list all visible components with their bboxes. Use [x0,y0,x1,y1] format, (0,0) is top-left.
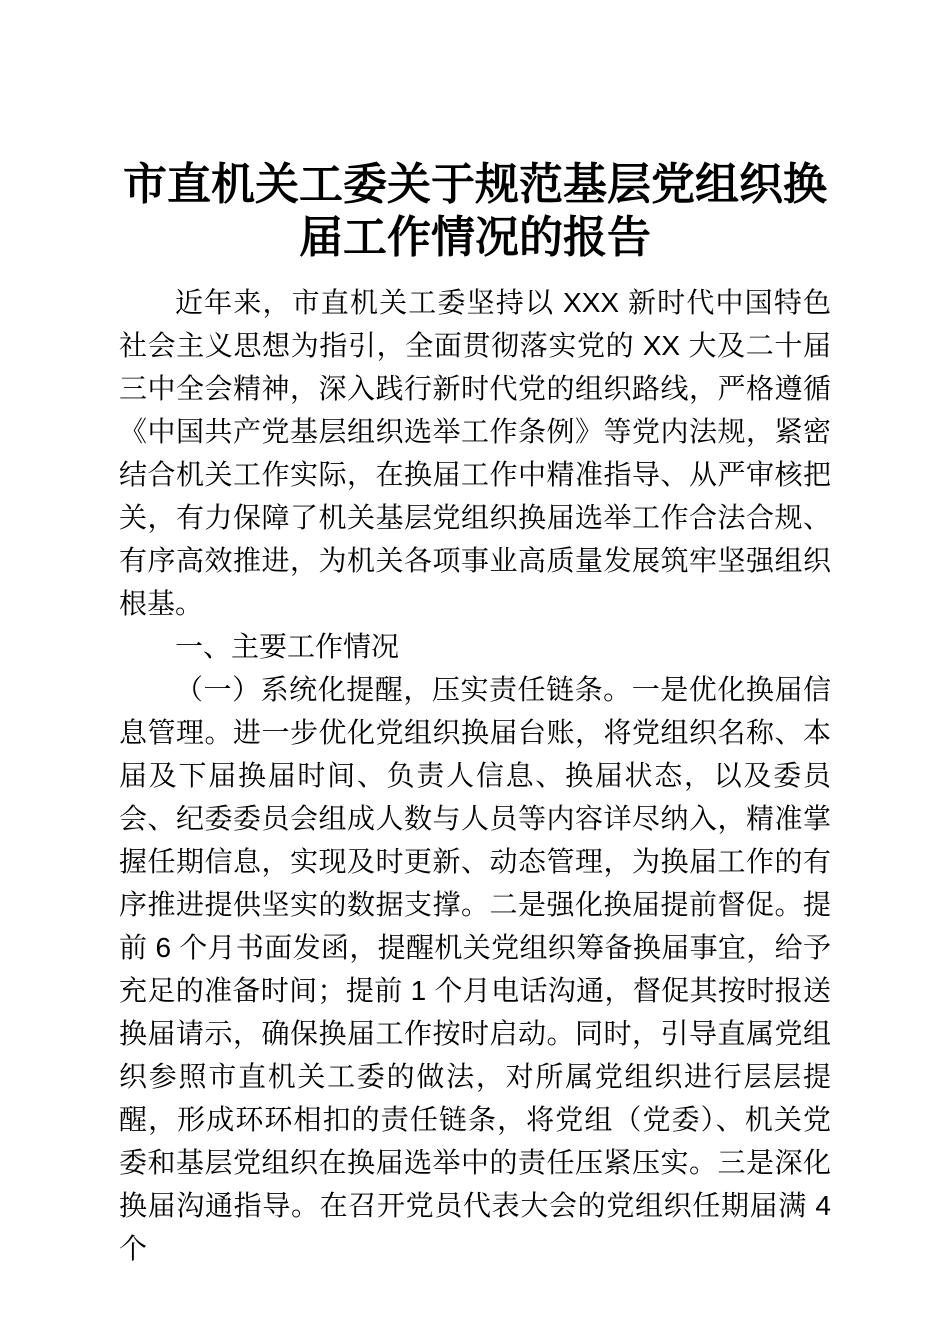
paragraph-section-1-1: （一）系统化提醒，压实责任链条。一是优化换届信息管理。进一步优化党组织换届台账，将党组织名称、本届及下届换届时间、负责人信息、换届状态，以及委员会、纪委委员会组成人数与人员等内容详尽纳入，精准掌握任期信息，实现及时更新、动态管理，为换届工作的有序推进提供坚实的数据支撑。二是强化换届提前督促。提前 6 个月书面发函，提醒机关党组织筹备换届事宜，给予充足的准备时间；提前 1 个月电话沟通，督促其按时报送换届请示，确保换届工作按时启动。同时，引导直属党组织参照市直机关工委的做法，对所属党组织进行层层提醒，形成环环相扣的责任链条，将党组（党委）、机关党委和基层党组织在换届选举中的责任压紧压实。三是深化换届沟通指导。在召开党员代表大会的党组织任期届满 4 个 [119,674,831,1264]
document-title: 市直机关工委关于规范基层党组织换届工作情况的报告 [123,160,827,262]
document-content [119,158,831,1270]
section-heading-1: 一、主要工作情况 [175,631,400,662]
paragraph-intro: 近年来，市直机关工委坚持以 XXX 新时代中国特色社会主义思想为指引，全面贯彻落实党的 XX 大及二十届三中全会精神，深入践行新时代党的组织路线，严格遵循《中国共产党基层组织选举工作条例》等党内法规，紧密结合机关工作实际，在换届工作中精准指导、从严审核把关，有力保障了机关基层党组织换届选举工作合法合规、有序高效推进，为机关各项事业高质量发展筑牢坚强组织根基。 [119,287,831,619]
